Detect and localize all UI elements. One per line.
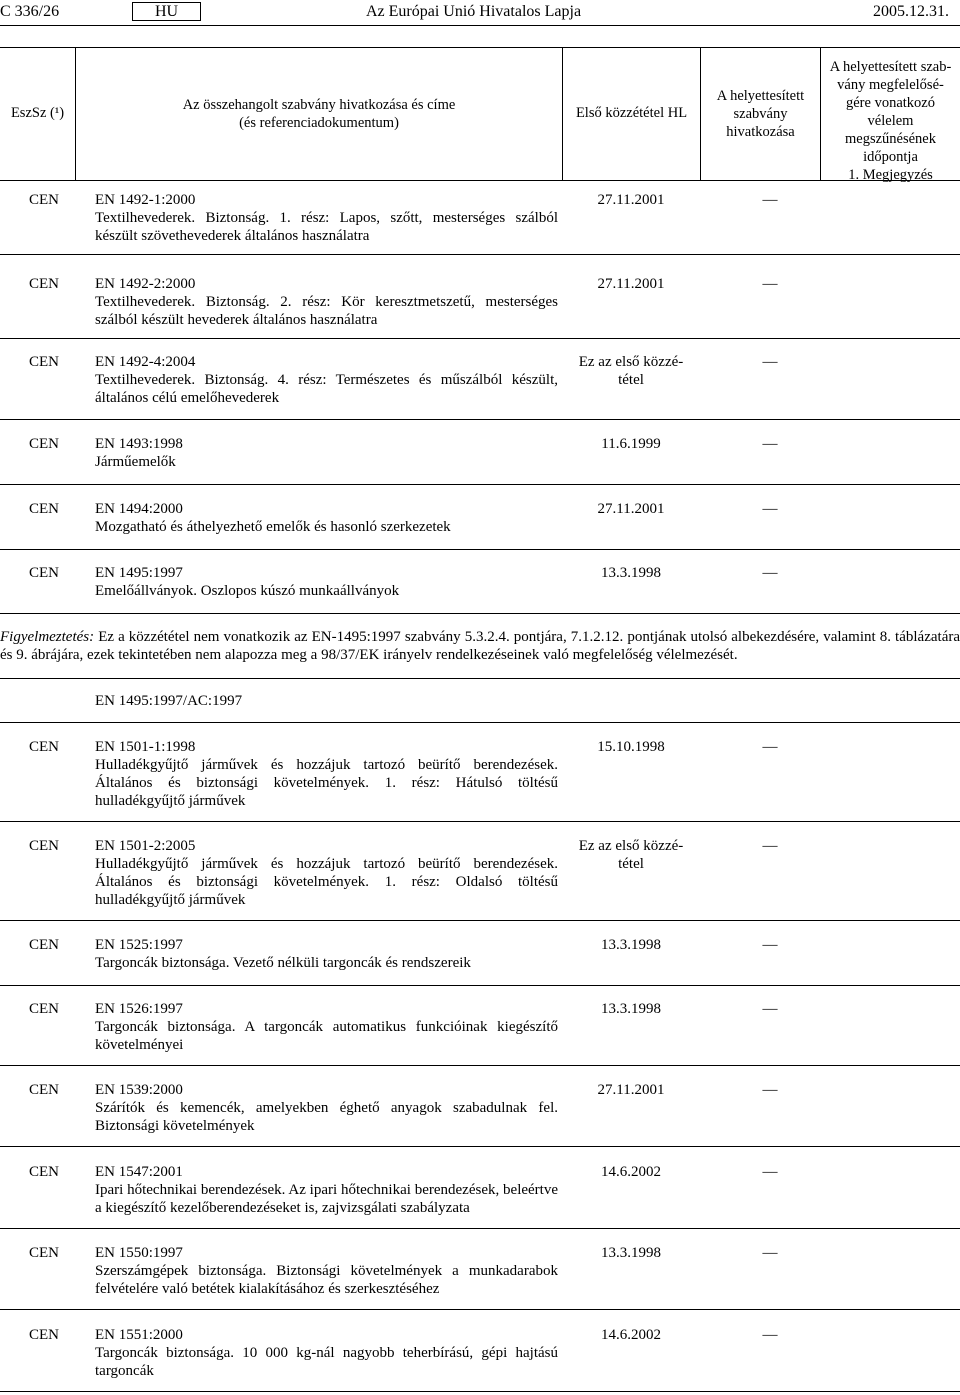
replaced-cell: —: [762, 501, 778, 517]
replaced-cell: —: [762, 192, 778, 208]
row-divider: [0, 678, 960, 679]
warning-label: Figyelmeztetés:: [0, 629, 95, 645]
table-header-rule: [0, 180, 960, 181]
org-cell: CEN: [29, 1001, 59, 1017]
replaced-cell: —: [762, 1327, 778, 1343]
row-divider: [0, 821, 960, 822]
row-divider: [0, 722, 960, 723]
title-cell: EN 1493:1998 Járműemelők: [95, 436, 183, 470]
row-divider: [0, 985, 960, 986]
title-cell: EN 1551:2000 Targoncák biztonsága. 10 000 kg-nál nagyobb teherbírású, gépi hajtású targoncák: [95, 1327, 558, 1379]
org-cell: CEN: [29, 565, 59, 581]
first-pub-cell: 13.3.1998: [601, 937, 661, 953]
first-pub-cell: 11.6.1999: [601, 436, 661, 452]
org-cell: CEN: [29, 1164, 59, 1180]
title-cell: EN 1495:1997 Emelőállványok. Oszlopos kúszó munkaállványok: [95, 565, 400, 599]
col-header-expiry-date: A helyettesített szab- vány megfelelősé- gére vonatkozó vélelem megszűnésének időpontja 1. Megjegyzés: [829, 59, 952, 183]
title-cell: EN 1492-2:2000 Textilhevederek. Biztonság. 2. rész: Kör keresztmetszetű, mesterséges szálból készült hevederek általános használatra: [95, 276, 558, 328]
title-cell: EN 1526:1997 Targoncák biztonsága. A targoncák automatikus funkcióinak kiegészítő követelményei: [95, 1001, 558, 1053]
row-divider: [0, 1391, 960, 1392]
first-pub-cell: 27.11.2001: [597, 501, 665, 517]
row-divider: [0, 1309, 960, 1310]
title-cell: EN 1501-1:1998 Hulladékgyűjtő járművek és hozzájuk tartozó beürítő berendezések. Általános és biztonsági követelmények. 1. rész: Hátulsó töltésű hulladékgyűjtő járművek: [95, 739, 558, 809]
org-cell: CEN: [29, 1245, 59, 1261]
title-cell: EN 1539:2000 Szárítók és kemencék, amelyekben éghető anyagok szabadulnak fel. Biztonsági követelmények: [95, 1082, 558, 1134]
table-top-rule: [0, 47, 960, 48]
first-pub-cell: 14.6.2002: [601, 1164, 661, 1180]
row-divider: [0, 613, 960, 614]
org-cell: CEN: [29, 192, 59, 208]
page-reference: C 336/26: [0, 3, 60, 20]
title-cell: EN 1550:1997 Szerszámgépek biztonsága. Biztonsági követelmények a munkadarabok felvételére való betétek kialakításához és szerkesztéséhez: [95, 1245, 558, 1297]
publication-date: 2005.12.31.: [873, 3, 949, 20]
org-cell: CEN: [29, 436, 59, 452]
title-cell: EN 1492-1:2000 Textilhevederek. Biztonság. 1. rész: Lapos, szőtt, mesterséges szálból készült szövethevederek általános használatra: [95, 192, 558, 244]
org-cell: CEN: [29, 501, 59, 517]
replaced-cell: —: [762, 838, 778, 854]
warning-note: [0, 628, 960, 664]
page-header: [0, 0, 960, 24]
col-header-title: Az összehangolt szabvány hivatkozása és címe (és referenciadokumentum): [182, 97, 456, 131]
replaced-cell: —: [762, 436, 778, 452]
first-pub-cell: 13.3.1998: [601, 1001, 661, 1017]
first-pub-cell: 13.3.1998: [601, 565, 661, 581]
replaced-cell: —: [762, 276, 778, 292]
org-cell: CEN: [29, 937, 59, 953]
language-badge: HU: [132, 2, 201, 21]
first-pub-cell: Ez az első közzé-tétel: [578, 838, 684, 872]
first-pub-cell: 27.11.2001: [597, 276, 665, 292]
replaced-cell: —: [762, 354, 778, 370]
first-pub-cell: 15.10.1998: [597, 739, 665, 755]
title-cell: EN 1525:1997 Targoncák biztonsága. Vezető nélküli targoncák és rendszereik: [95, 937, 471, 971]
org-cell: CEN: [29, 1327, 59, 1343]
col-header-replaced: A helyettesített szabvány hivatkozása: [716, 88, 805, 140]
replaced-cell: —: [762, 1164, 778, 1180]
warning-text: Ez a közzététel nem vonatkozik az EN-1495:1997 szabvány 5.3.2.4. pontjára, 7.1.2.12. pontjának utolsó albekezdésére, valamint 8. táblázatára és 9. ábrájára, ezek tekintetében nem alapozza meg a 98/37/EK irányelv rendelkezéseinek való megfelelőség vélelmezését.: [0, 629, 960, 663]
org-cell: CEN: [29, 838, 59, 854]
org-cell: CEN: [29, 354, 59, 370]
org-cell: CEN: [29, 1082, 59, 1098]
row-divider: [0, 484, 960, 485]
first-pub-cell: 14.6.2002: [601, 1327, 661, 1343]
row-divider: [0, 419, 960, 420]
replaced-cell: —: [762, 1082, 778, 1098]
col-header-first-pub: Első közzététel HL: [575, 105, 688, 121]
first-pub-cell: Ez az első közzé-tétel: [578, 354, 684, 388]
replaced-cell: —: [762, 565, 778, 581]
first-pub-cell: 13.3.1998: [601, 1245, 661, 1261]
journal-title: Az Európai Unió Hivatalos Lapja: [366, 3, 582, 20]
row-divider: [0, 1228, 960, 1229]
org-cell: CEN: [29, 739, 59, 755]
col-header-esz: EszSz (¹): [10, 105, 65, 121]
replaced-cell: —: [762, 937, 778, 953]
title-cell: EN 1494:2000 Mozgatható és áthelyezhető emelők és hasonló szerkezetek: [95, 501, 451, 535]
title-cell: EN 1547:2001 Ipari hőtechnikai berendezések. Az ipari hőtechnikai berendezések, beleértve a kiegészítő kezelőberendezéseket is, zajvizsgálati szabályzata: [95, 1164, 558, 1216]
replaced-cell: —: [762, 739, 778, 755]
row-divider: [0, 920, 960, 921]
row-divider: [0, 1146, 960, 1147]
row-divider: [0, 254, 960, 255]
row-divider: [0, 1065, 960, 1066]
title-cell: EN 1492-4:2004 Textilhevederek. Biztonság. 4. rész: Természetes és műszálból készült, általános célú emelőhevederek: [95, 354, 558, 406]
row-divider: [0, 549, 960, 550]
row-divider: [0, 338, 960, 339]
org-cell: CEN: [29, 276, 59, 292]
replaced-cell: —: [762, 1001, 778, 1017]
first-pub-cell: 27.11.2001: [597, 192, 665, 208]
header-rule: [0, 25, 960, 26]
replaced-cell: —: [762, 1245, 778, 1261]
amendment-reference: EN 1495:1997/AC:1997: [95, 693, 243, 709]
title-cell: EN 1501-2:2005 Hulladékgyűjtő járművek és hozzájuk tartozó beürítő berendezések. Általános és biztonsági követelmények. 1. rész: Oldalsó töltésű hulladékgyűjtő járművek: [95, 838, 558, 908]
first-pub-cell: 27.11.2001: [597, 1082, 665, 1098]
